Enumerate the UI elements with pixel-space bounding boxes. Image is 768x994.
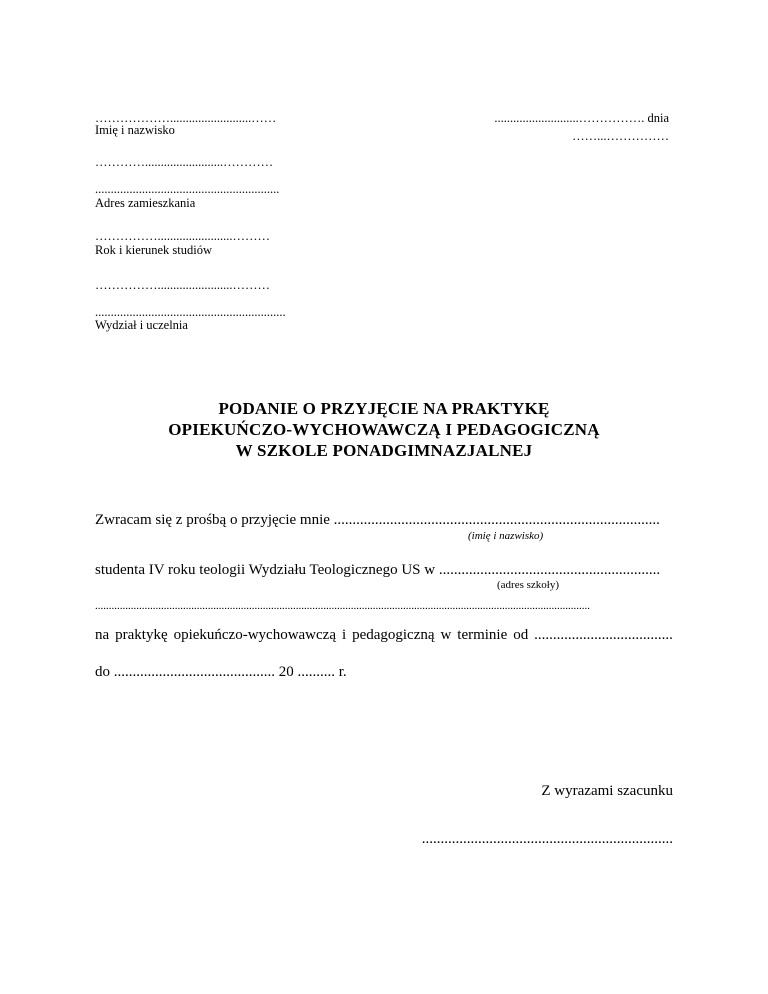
term-word: w [440, 627, 452, 643]
term-word: od [513, 627, 529, 643]
address-dots-1: ………….........................………… [95, 155, 274, 169]
faculty-dots-1: ……………........................……… [95, 278, 270, 292]
faculty-label: Wydział i uczelnia [95, 318, 188, 332]
name-hint: (imię i nazwisko) [468, 530, 544, 542]
closing-regards: Z wyrazami szacunku [541, 783, 673, 799]
student-line: studenta IV roku teologii Wydziału Teologicznego US w ........................................................... [95, 562, 661, 578]
name-dots: ………………..........................…… [95, 111, 277, 125]
term-start-dots: ..................................... [534, 627, 673, 643]
address-label: Adres zamieszkania [95, 196, 196, 210]
document-title-line-1: PODANIE O PRZYJĘCIE NA PRAKTYKĘ [218, 399, 550, 418]
request-line: Zwracam się z prośbą o przyjęcie mnie ....................................................................................... [95, 512, 660, 528]
term-word: praktykę [115, 627, 168, 643]
term-word: pedagogiczną [352, 627, 435, 643]
term-word: na [95, 627, 110, 643]
date-dots: ……...…………… [572, 129, 669, 143]
internship-term-line [95, 627, 673, 644]
faculty-dots-2: ............................................................. [95, 305, 286, 319]
term-word: opiekuńczo-wychowawczą [173, 627, 336, 643]
address-dots-2: ........................................................... [95, 182, 280, 196]
signature-dots: ................................................................... [421, 831, 673, 847]
name-label: Imię i nazwisko [95, 123, 175, 137]
place-date-dots: ...........................……………. dnia [494, 111, 669, 125]
study-label: Rok i kierunek studiów [95, 243, 213, 257]
term-word: terminie [457, 627, 508, 643]
term-end-line: do ........................................... 20 .......... r. [95, 664, 347, 680]
document-title-line-2: OPIEKUŃCZO-WYCHOWAWCZĄ I PEDAGOGICZNĄ [168, 420, 600, 439]
document-title-line-3: W SZKOLE PONADGIMNAZJALNEJ [235, 441, 533, 460]
term-word: i [341, 627, 347, 643]
school-address-dots: .................................................................................................................................................................................... [95, 600, 590, 612]
study-dots: ……………........................……… [95, 229, 270, 243]
school-address-hint: (adres szkoły) [497, 579, 560, 591]
